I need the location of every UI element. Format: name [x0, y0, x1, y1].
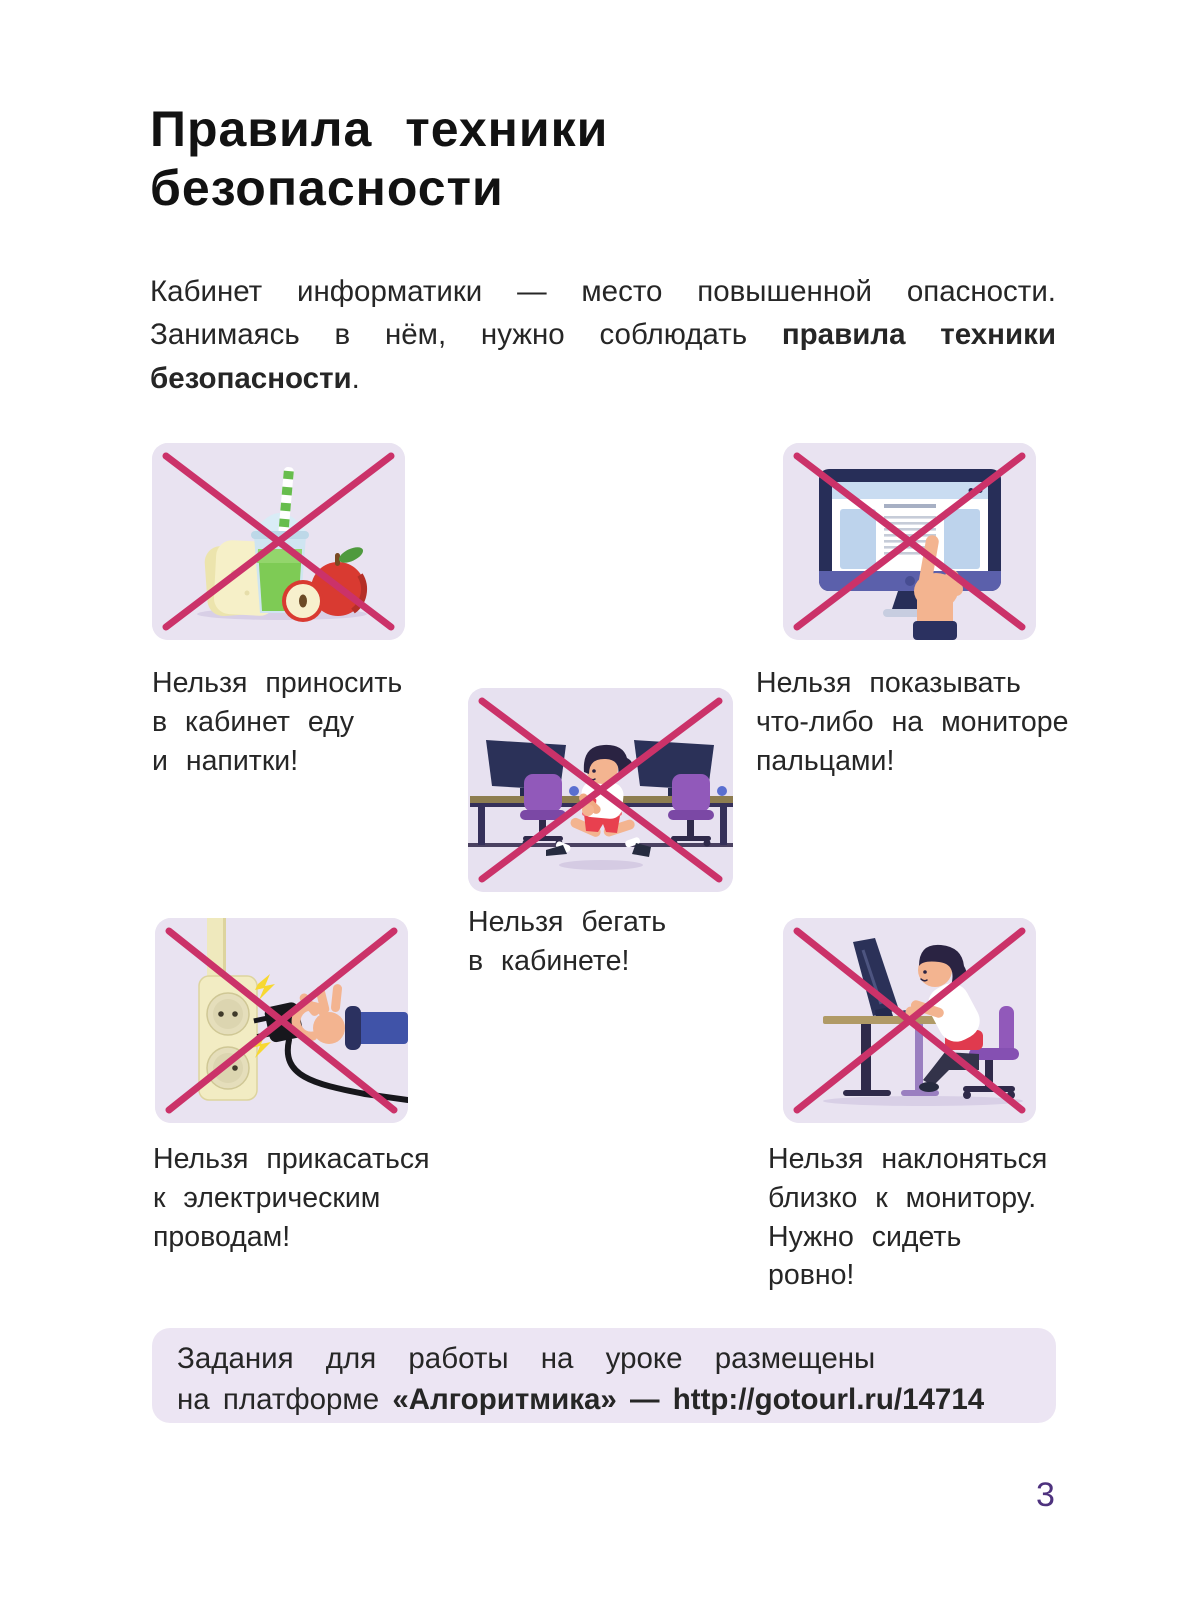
assignments-note-line2: на платформе «Алгоритмика» — http://gotourl.ru/14714 — [177, 1383, 985, 1417]
caption-no-leaning: Нельзя наклоняться близко к монитору. Нужно сидеть ровно! — [768, 1143, 1048, 1292]
intro-paragraph — [150, 270, 1056, 400]
no-running-illustration — [468, 688, 733, 892]
intro-line-1: Кабинет информатики — место повышенной опасности. — [150, 275, 1056, 308]
boy-running-in-classroom-image — [468, 688, 733, 892]
assignments-note-line1: Задания для работы на уроке размещены — [177, 1342, 876, 1375]
no-food-illustration — [152, 443, 405, 640]
caption-no-wires: Нельзя прикасаться к электрическим проводам! — [153, 1143, 430, 1253]
no-wires-illustration — [155, 918, 408, 1123]
hand-plug-socket-image — [155, 918, 408, 1123]
page-title-line2: безопасности — [150, 159, 504, 216]
page-number: 3 — [1036, 1476, 1055, 1514]
page-title — [150, 100, 910, 217]
caption-no-running: Нельзя бегать в кабинете! — [468, 906, 667, 977]
caption-no-pointing: Нельзя показывать что-либо на мониторе пальцами! — [756, 667, 1069, 777]
food-smoothie-sandwich-apple-image — [152, 443, 405, 640]
no-pointing-illustration — [783, 443, 1036, 640]
boy-leaning-to-monitor-image — [783, 918, 1036, 1123]
intro-line-2: Занимаясь в нём, нужно соблюдать правила техники — [150, 318, 1056, 352]
assignments-note-box — [152, 1328, 1056, 1423]
finger-touching-monitor-image — [783, 443, 1036, 640]
no-leaning-illustration — [783, 918, 1036, 1123]
page-title-line1: Правила техники — [150, 101, 609, 157]
platform-url-text: «Алгоритмика» — http://gotourl.ru/14714 — [392, 1383, 985, 1417]
caption-no-food: Нельзя приносить в кабинет еду и напитки! — [152, 667, 403, 777]
intro-line-3: безопасности. — [150, 361, 360, 395]
